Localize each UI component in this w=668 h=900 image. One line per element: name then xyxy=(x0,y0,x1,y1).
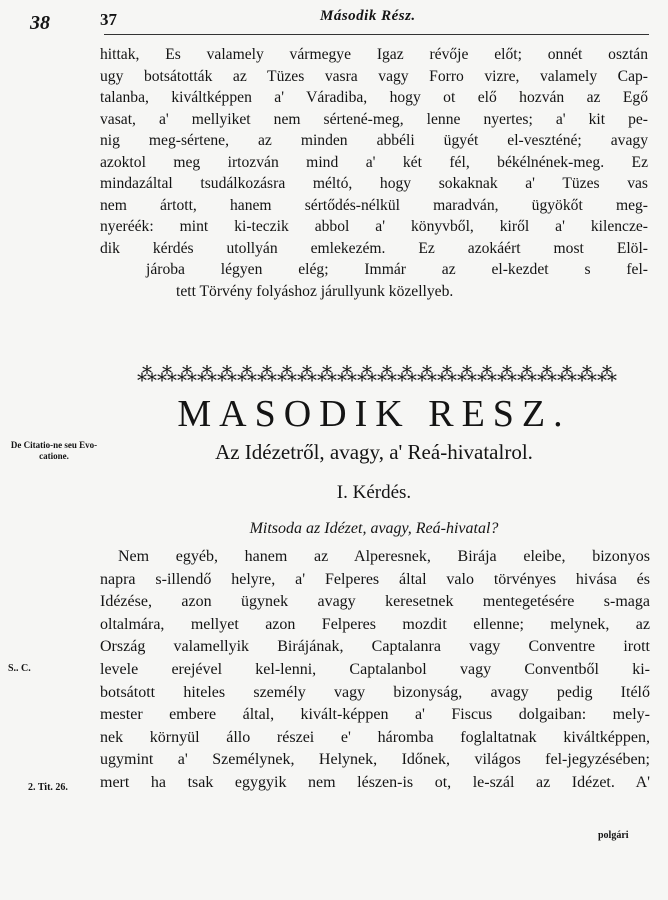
text-line: nem ártott, hanem sértődés-nélkül maradván, ügyökőt meg- xyxy=(100,196,648,214)
question-heading: Mitsoda az Idézet, avagy, Reá-hivatal? xyxy=(249,520,499,537)
text-line: nek környül állo részei e' háromba foglaltatnak kiváltképpen, xyxy=(100,728,650,746)
margin-note: De Citatio-ne seu Evo-catione. xyxy=(10,440,98,461)
text-line: ugy botsátották az Tüzes vasra vagy Forro vizre, valamely Cap- xyxy=(100,67,648,85)
section-title: MASODIK RESZ. xyxy=(177,393,571,435)
text-line: Nem egyéb, hanem az Alperesnek, Birája eleibe, bizonyos xyxy=(118,548,650,565)
text-line: tett Törvény folyáshoz járullyunk közellyeb. xyxy=(176,282,454,300)
margin-note: S.. C. xyxy=(8,663,31,674)
continuation-paragraph xyxy=(100,44,648,302)
section-subtitle: Az Idézetről, avagy, a' Reá-hivatalrol. xyxy=(215,440,533,464)
margin-note: 2. Tit. 26. xyxy=(28,782,68,793)
catchword: polgári xyxy=(598,830,629,841)
text-line: Idézése, azon ügynek avagy keresetnek mentegetésére s-maga xyxy=(100,593,650,611)
text-line: ugymint a' Személynek, Helynek, Időnek, világos fel-jegyzésében; xyxy=(100,751,650,769)
text-line: nig meg-sértene, az minden abbéli ügyét el-veszténé; avagy xyxy=(100,132,648,149)
question-number: I. Kérdés. xyxy=(336,482,412,503)
text-line: mindazáltal tsudálkozásra méltó, hogy sokaknak a' Tüzes vas xyxy=(100,175,648,192)
text-line: nyeréék: mint ki-teczik abbol a' könyvből, kiről a' kilencze- xyxy=(100,218,648,235)
running-head: Második Rész. xyxy=(320,8,416,24)
text-line: hittak, Es valamely vármegye Igaz révője előt; onnét osztán xyxy=(100,46,648,63)
text-line: jároba légyen elég; Immár az el-kezdet s fel- xyxy=(146,261,648,278)
text-line: azoktol meg irtozván mind a' két fél, békélnének-meg. Ez xyxy=(100,153,648,171)
handwritten-page-number: 38 xyxy=(30,12,50,34)
text-line: vasat, a' mellyiket nem sértené-meg, lenne nyertes; a' kit pe- xyxy=(100,110,648,128)
text-line: mester embere által, kivált-képpen a' Fiscus dolgaiban: mely- xyxy=(100,706,650,724)
text-line: mert ha tsak egygyik nem lészen-is ot, le-szál az Idézet. A' xyxy=(100,773,650,791)
text-line: napra s-illendő helyre, a' Felperes által valo törvényes hivása és xyxy=(100,570,650,588)
text-line: botsátott hiteles személy vagy bizonyság, avagy pedig Itélő xyxy=(100,683,650,701)
text-line: levele erejével kel-lenni, Captalanbol vagy Conventből ki- xyxy=(100,660,650,678)
page-number: 37 xyxy=(100,10,117,29)
header-rule xyxy=(104,34,649,35)
text-line: talanba, kiváltképpen a' Váradiba, hogy ot elő hozván az Egő xyxy=(100,89,648,106)
text-line: oltalmára, mellyet azon Felperes mozdit ellenne; melynek, az xyxy=(100,615,650,633)
decorative-ornament-band: ⁂⁂⁂⁂⁂⁂⁂⁂⁂⁂⁂⁂⁂⁂⁂⁂⁂⁂⁂⁂⁂⁂⁂⁂ xyxy=(137,364,617,386)
answer-paragraph xyxy=(100,546,650,795)
text-line: Ország valamellyik Birájának, Captalanra vagy Conventre irott xyxy=(100,638,650,656)
text-line: dik kérdés utollyán emlekezém. Ez azokáért most Elöl- xyxy=(100,239,648,257)
